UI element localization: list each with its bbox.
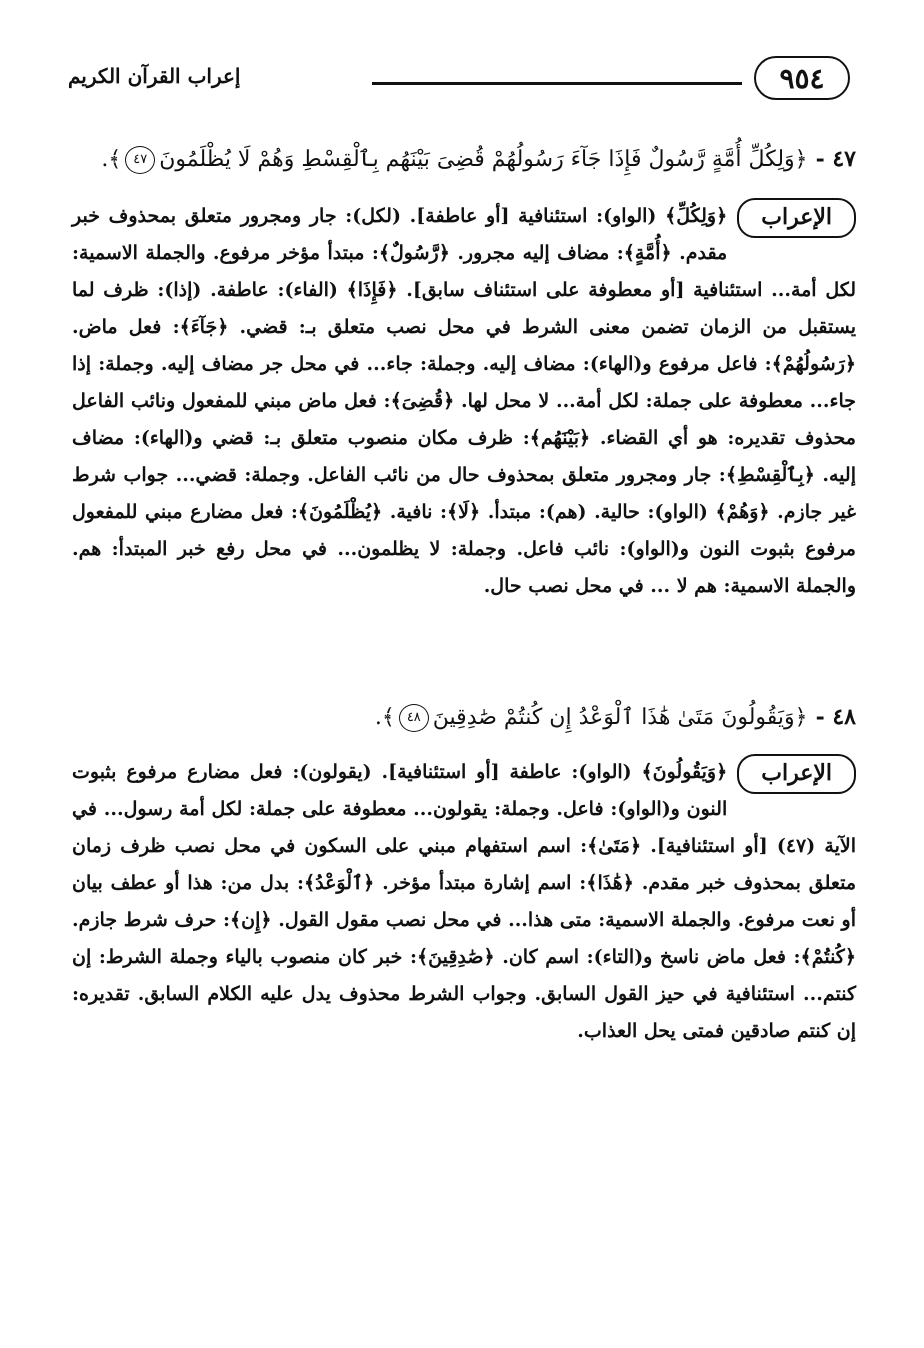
irab-47-text: ﴿وَلِكُلِّ﴾ (الواو): استئنافية [أو عاطفة]. (لكل): جار ومجرور متعلق بمحذوف خبر مقدم. ﴿أُمَّةٍ﴾: مضاف إليه مجرور. ﴿رَّسُولٌ﴾: مبتدأ مؤخر مرفوع. والجملة الاسمية: لكل أمة... استئنافية [أو معطوفة على استئناف سابق]. ﴿فَإِذَا﴾ (الفاء): عاطفة. (إذا): ظرف لما يستقبل من الزمان تضمن معنى الشرط في محل نصب متعلق بـ: قضي. ﴿جَآءَ﴾: فعل ماض. ﴿رَسُولُهُمْ﴾: فاعل مرفوع و(الهاء): مضاف إليه. وجملة: جاء... في محل جر مضاف إليه. وجملة: إذا جاء... معطوفة على جملة: لكل أمة... لا محل لها. ﴿قُضِىَ﴾: فعل ماض مبني للمفعول ونائب الفاعل محذوف تقديره: هو أي القضاء. ﴿بَيْنَهُم﴾: ظرف مكان منصوب متعلق بـ: قضي و(الهاء): مضاف إليه. ﴿بِٱلْقِسْطِ﴾: جار ومجرور متعلق بمحذوف حال من نائب الفاعل. وجملة: قضي... جواب شرط غير جازم. ﴿وَهُمْ﴾ (الواو): حالية. (هم): مبتدأ. ﴿لَا﴾: نافية. ﴿يُظْلَمُونَ﴾: فعل مضارع مبني للمفعول مرفوع بثبوت النون و(الواو): نائب فاعل. وجملة: لا يظلمون... في محل رفع خبر المبتدأ: هم. والجملة الاسمية: هم لا ... في محل نصب حال.	[72, 205, 856, 597]
page-number: ٩٥٤	[754, 56, 850, 100]
irab-47	[72, 198, 856, 605]
irab-48	[72, 754, 856, 1050]
header-rule	[372, 82, 742, 85]
irab-badge-47: الإعراب	[737, 198, 856, 238]
verse-48-closing: ﴾.	[374, 705, 395, 730]
verse-47-number: ٤٧ -	[815, 146, 856, 172]
verse-47	[72, 142, 856, 177]
verse-47-text: ﴿وَلِكُلِّ أُمَّةٍ رَّسُولٌ فَإِذَا جَآءَ رَسُولُهُمْ قُضِىَ بَيْنَهُم بِٱلْقِسْطِ وَهُمْ لَا يُظْلَمُونَ	[159, 147, 808, 172]
verse-48	[72, 700, 856, 735]
page-header	[60, 50, 860, 106]
ayah-end-marker-47: ٤٧	[125, 146, 155, 174]
irab-48-text: ﴿وَيَقُولُونَ﴾ (الواو): عاطفة [أو استئنافية]. (يقولون): فعل مضارع مرفوع بثبوت النون و(الواو): فاعل. وجملة: يقولون... معطوفة على جملة: لكل أمة رسول... في الآية (٤٧) [أو استئنافية]. ﴿مَتَىٰ﴾: اسم استفهام مبني على السكون في محل نصب ظرف زمان متعلق بمحذوف خبر مقدم. ﴿هَٰذَا﴾: اسم إشارة مبتدأ مؤخر. ﴿ٱلْوَعْدُ﴾: بدل من: هذا أو عطف بيان أو نعت مرفوع. والجملة الاسمية: متى هذا... في محل نصب مقول القول. ﴿إِن﴾: حرف شرط جازم. ﴿كُنتُمْ﴾: فعل ماض ناسخ و(التاء): اسم كان. ﴿صَٰدِقِينَ﴾: خبر كان منصوب بالياء وجملة الشرط: إن كنتم... استئنافية في حيز القول السابق. وجواب الشرط محذوف يدل عليه الكلام السابق. تقديره: إن كنتم صادقين فمتى يحل العذاب.	[72, 761, 857, 1042]
irab-badge-48: الإعراب	[737, 754, 856, 794]
book-title: إعراب القرآن الكريم	[68, 64, 241, 88]
verse-47-closing: ﴾.	[101, 147, 122, 172]
verse-48-text: ﴿وَيَقُولُونَ مَتَىٰ هَٰذَا ٱلْوَعْدُ إِن كُنتُمْ صَٰدِقِينَ	[432, 705, 808, 730]
ayah-end-marker-48: ٤٨	[399, 704, 429, 732]
verse-48-number: ٤٨ -	[815, 704, 856, 730]
